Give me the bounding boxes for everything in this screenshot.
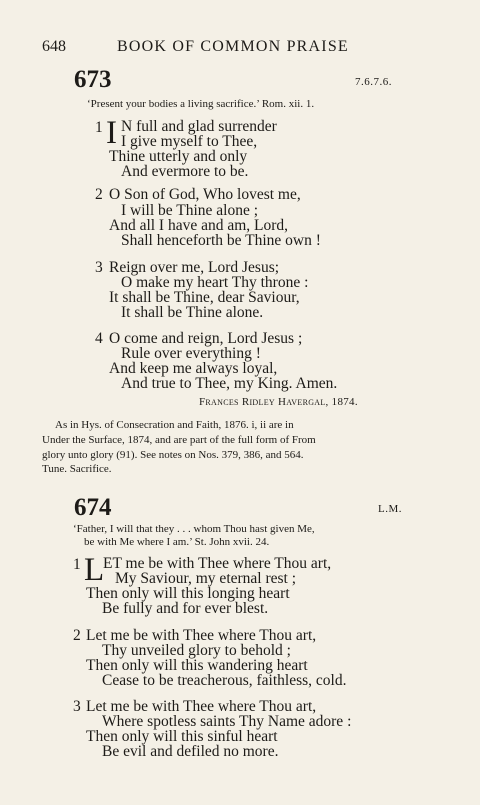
verse-line: Then only will this wandering heart	[86, 657, 308, 674]
hymn-epigraph: ‘Present your bodies a living sacrifice.’ Rom. xii. 1.	[87, 98, 315, 110]
hymn-note-line: glory unto glory (91). See notes on Nos. 379, 386, and 564.	[42, 449, 304, 461]
running-title: BOOK OF COMMON PRAISE	[117, 38, 349, 55]
verse-line: Thy unveiled glory to behold ;	[102, 642, 291, 659]
verse-line: O make my heart Thy throne :	[121, 274, 309, 291]
verse-number: 4	[95, 330, 103, 347]
verse-line: And keep me always loyal,	[109, 360, 278, 377]
verse-line: I give myself to Thee,	[121, 133, 258, 150]
verse-line: Where spotless saints Thy Name adore :	[102, 713, 352, 730]
verse-number: 1	[73, 556, 81, 573]
drop-cap: I	[106, 115, 117, 151]
hymn-note-line: Under the Surface, 1874, and are part of the full form of From	[42, 434, 316, 446]
hymn-number: 674	[74, 494, 112, 521]
verse-number: 3	[73, 698, 81, 715]
verse-number: 2	[73, 627, 81, 644]
hymn-meter: L.M.	[378, 503, 402, 515]
verse-line: N full and glad surrender	[121, 118, 277, 135]
hymn-number: 673	[74, 66, 112, 93]
verse-line: Reign over me, Lord Jesus;	[109, 259, 280, 276]
verse-line: And true to Thee, my King. Amen.	[121, 375, 338, 392]
verse-line: ET me be with Thee where Thou art,	[103, 555, 332, 572]
hymn-meter: 7.6.7.6.	[355, 76, 392, 88]
verse-line: Let me be with Thee where Thou art,	[86, 627, 317, 644]
drop-cap: L	[84, 552, 105, 588]
verse-number: 1	[95, 119, 103, 136]
hymn-author: Frances Ridley Havergal, 1874.	[199, 396, 358, 408]
page-number: 648	[42, 38, 66, 55]
verse-line: It shall be Thine alone.	[121, 304, 264, 321]
verse-line: Let me be with Thee where Thou art,	[86, 698, 317, 715]
verse-line: Cease to be treacherous, faithless, cold.	[102, 672, 347, 689]
verse-number: 2	[95, 186, 103, 203]
verse-line: It shall be Thine, dear Saviour,	[109, 289, 300, 306]
hymn-epigraph: be with Me where I am.’ St. John xvii. 24.	[84, 536, 270, 548]
hymn-tune: Tune. Sacrifice.	[42, 463, 112, 475]
verse-line: And evermore to be.	[121, 163, 249, 180]
verse-line: Be evil and defiled no more.	[102, 743, 279, 760]
verse-line: My Saviour, my eternal rest ;	[115, 570, 297, 587]
verse-line: Be fully and for ever blest.	[102, 600, 269, 617]
verse-line: I will be Thine alone ;	[121, 202, 259, 219]
verse-line: Then only will this sinful heart	[86, 728, 278, 745]
verse-line: Thine utterly and only	[109, 148, 248, 165]
verse-number: 3	[95, 259, 103, 276]
verse-line: O come and reign, Lord Jesus ;	[109, 330, 303, 347]
verse-line: And all I have and am, Lord,	[109, 217, 289, 234]
hymn-note-line: As in Hys. of Consecration and Faith, 1876. i, ii are in	[55, 419, 294, 431]
hymn-epigraph: ‘Father, I will that they . . . whom Thou hast given Me,	[73, 523, 315, 535]
verse-line: Then only will this longing heart	[86, 585, 290, 602]
verse-line: Rule over everything !	[121, 345, 261, 362]
verse-line: Shall henceforth be Thine own !	[121, 232, 321, 249]
verse-line: O Son of God, Who lovest me,	[109, 186, 301, 203]
